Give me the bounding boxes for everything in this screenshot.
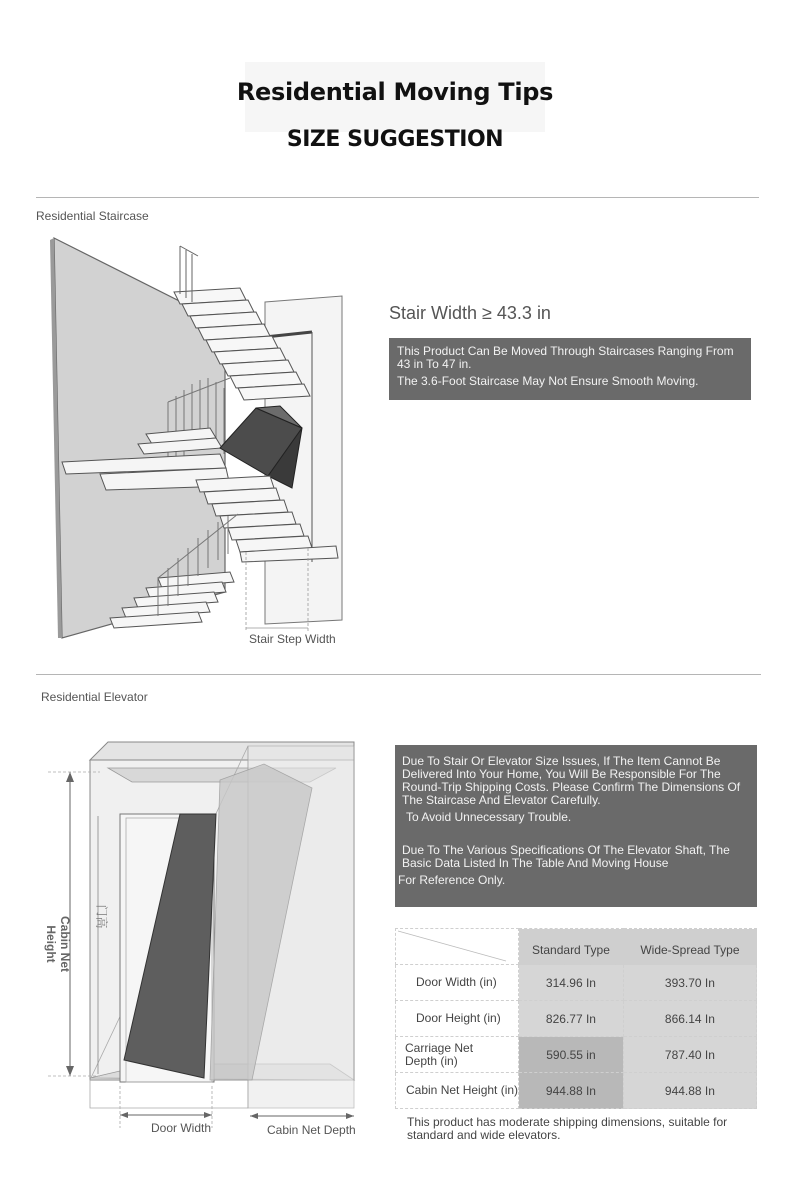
elevator-section-label: Residential Elevator	[41, 690, 148, 704]
table-row-label: Cabin Net Height (in)	[396, 1073, 519, 1109]
door-width-label: Door Width	[151, 1121, 212, 1135]
table-cell: 866.14 In	[623, 1001, 756, 1037]
table-cell: 944.88 In	[519, 1073, 624, 1109]
table-row-label: Carriage Net Depth (in)	[396, 1037, 519, 1073]
table-row	[396, 1073, 757, 1109]
staircase-info-box	[389, 338, 751, 400]
stair-width-heading: Stair Width ≥ 43.3 in	[389, 303, 551, 323]
staircase-info-line-2: The 3.6-Foot Staircase May Not Ensure Smooth Moving.	[397, 374, 699, 388]
table-column-header: Standard Type	[519, 929, 624, 965]
stair-step-width-label: Stair Step Width	[249, 632, 336, 646]
elevator-footnote: This product has moderate shipping dimensions, suitable for standard and wide elevators.	[407, 1115, 728, 1142]
door-height-label: 门高	[94, 904, 109, 929]
table-cell: 826.77 In	[519, 1001, 624, 1037]
table-row-label: Door Height (in)	[396, 1001, 519, 1037]
elevator-illustration	[40, 738, 370, 1128]
table-corner-cell	[396, 929, 519, 965]
elevator-notice-line-4: For Reference Only.	[398, 873, 506, 887]
table-cell: 944.88 In	[623, 1073, 756, 1109]
table-row	[396, 1037, 757, 1073]
table-row	[396, 965, 757, 1001]
table-cell: 787.40 In	[623, 1037, 756, 1073]
table-column-header: Wide-Spread Type	[623, 929, 756, 965]
elevator-notice-line-2: To Avoid Unnecessary Trouble.	[406, 810, 572, 824]
page-subtitle: SIZE SUGGESTION	[286, 127, 504, 152]
elevator-notice-line-1: Due To Stair Or Elevator Size Issues, If The Item Cannot Be Delivered Into Your Home, You Will Be Responsible For The Round-Trip Shipping Costs. Please Confirm The Dimensions Of The Staircase And Elevator Carefully.	[402, 754, 741, 807]
section-divider-middle	[36, 674, 761, 675]
elevator-notice-box	[395, 745, 757, 907]
table-row	[396, 1001, 757, 1037]
table-cell: 314.96 In	[519, 965, 624, 1001]
page-title: Residential Moving Tips	[236, 78, 554, 106]
cabin-net-height-label: Cabin Net Height	[44, 915, 72, 972]
table-header-row	[396, 929, 757, 965]
staircase-illustration	[50, 232, 350, 652]
table-cell: 590.55 in	[519, 1037, 624, 1073]
staircase-info-line-1: This Product Can Be Moved Through Staircases Ranging From 43 in To 47 in.	[397, 344, 734, 371]
section-divider-top	[36, 197, 759, 198]
table-cell: 393.70 In	[623, 965, 756, 1001]
elevator-notice-line-3: Due To The Various Specifications Of The Elevator Shaft, The Basic Data Listed In The Table And Moving House	[402, 843, 730, 870]
elevator-spec-table	[395, 928, 757, 1109]
cabin-net-depth-label: Cabin Net Depth	[267, 1123, 356, 1137]
table-row-label: Door Width (in)	[396, 965, 519, 1001]
staircase-section-label: Residential Staircase	[36, 209, 149, 223]
